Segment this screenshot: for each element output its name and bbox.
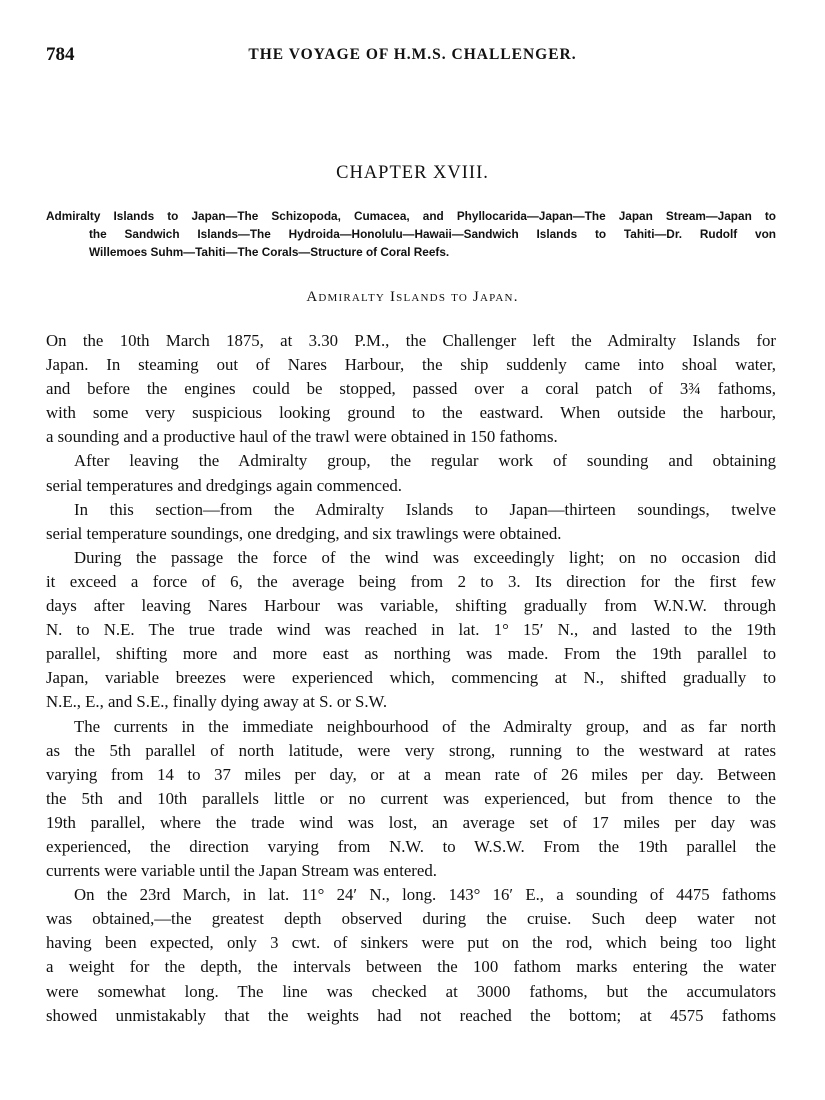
text-line: varying from 14 to 37 miles per day, or at a mean rate of 26 miles per day. Between [46,764,776,784]
text-line: Japan. In steaming out of Nares Harbour, the ship suddenly came into shoal water, [46,355,776,375]
chapter-synopsis [46,207,776,261]
text-line: was obtained,—the greatest depth observed during the cruise. Such deep water not [46,909,776,929]
running-head [46,44,779,70]
text-line: After leaving the Admiralty group, the regular work of sounding and obtaining [74,451,776,471]
text-line: as the 5th parallel of north latitude, were very strong, running to the westward at rates [46,740,776,760]
text-line: During the passage the force of the wind was exceedingly light; on no occasion did [74,547,776,567]
synopsis-line: Admiralty Islands to Japan—The Schizopoda, Cumacea, and Phyllocarida—Japan—The Japan Stream—Japan to [46,209,776,223]
text-line: showed unmistakably that the weights had not reached the bottom; at 4575 fathoms [46,1005,776,1025]
chapter-title: CHAPTER XVIII. [336,163,489,183]
synopsis-line: Willemoes Suhm—Tahiti—The Corals—Structure of Coral Reefs. [89,245,450,259]
section-heading: Admiralty Islands to Japan. [306,289,519,305]
text-line: it exceed a force of 6, the average being from 2 to 3. Its direction for the first few [46,571,776,591]
paragraph [46,546,776,715]
text-line: the 5th and 10th parallels little or no current was experienced, but from thence to the [46,788,776,808]
text-line: a sounding and a productive haul of the trawl were obtained in 150 fathoms. [46,427,558,447]
text-line: The currents in the immediate neighbourhood of the Admiralty group, and as far north [74,716,776,736]
text-line: N. to N.E. The true trade wind was reached in lat. 1° 15′ N., and lasted to the 19th [46,620,776,640]
text-line: days after leaving Nares Harbour was variable, shifting gradually from W.N.W. through [46,596,776,616]
text-line: currents were variable until the Japan Stream was entered. [46,861,437,881]
text-line: were somewhat long. The line was checked at 3000 fathoms, but the accumulators [46,981,776,1001]
text-line: and before the engines could be stopped, passed over a coral patch of 3¾ fathoms, [46,379,776,399]
running-title: THE VOYAGE OF H.M.S. CHALLENGER. [248,46,577,63]
text-line: Japan, variable breezes were experienced which, commencing at N., shifted gradually to [46,668,776,688]
text-line: serial temperatures and dredgings again commenced. [46,475,402,495]
text-line: with some very suspicious looking ground to the eastward. When outside the harbour, [46,403,776,423]
text-line: experienced, the direction varying from N.W. to W.S.W. From the 19th parallel the [46,836,776,856]
page-number: 784 [46,44,75,65]
paragraph [46,329,776,449]
text-line: parallel, shifting more and more east as northing was made. From the 19th parallel to [46,644,776,664]
text-line: a weight for the depth, the intervals between the 100 fathom marks entering the water [46,957,776,977]
paragraph [46,498,776,546]
text-line: serial temperature soundings, one dredging, and six trawlings were obtained. [46,523,562,543]
body-text [46,329,776,1028]
paragraph [46,715,776,884]
text-line: In this section—from the Admiralty Islands to Japan—thirteen soundings, twelve [74,499,776,519]
text-line: N.E., E., and S.E., finally dying away at S. or S.W. [46,692,388,712]
text-line: 19th parallel, where the trade wind was lost, an average set of 17 miles per day was [46,812,776,832]
text-line: On the 10th March 1875, at 3.30 P.M., the Challenger left the Admiralty Islands for [46,331,776,350]
paragraph [46,449,776,497]
text-line: having been expected, only 3 cwt. of sinkers were put on the rod, which being too light [46,933,776,953]
text-line: On the 23rd March, in lat. 11° 24′ N., long. 143° 16′ E., a sounding of 4475 fathoms [74,885,776,905]
synopsis-line: the Sandwich Islands—The Hydroida—Honolulu—Hawaii—Sandwich Islands to Tahiti—Dr. Rudolf von [89,227,776,241]
paragraph [46,883,776,1028]
